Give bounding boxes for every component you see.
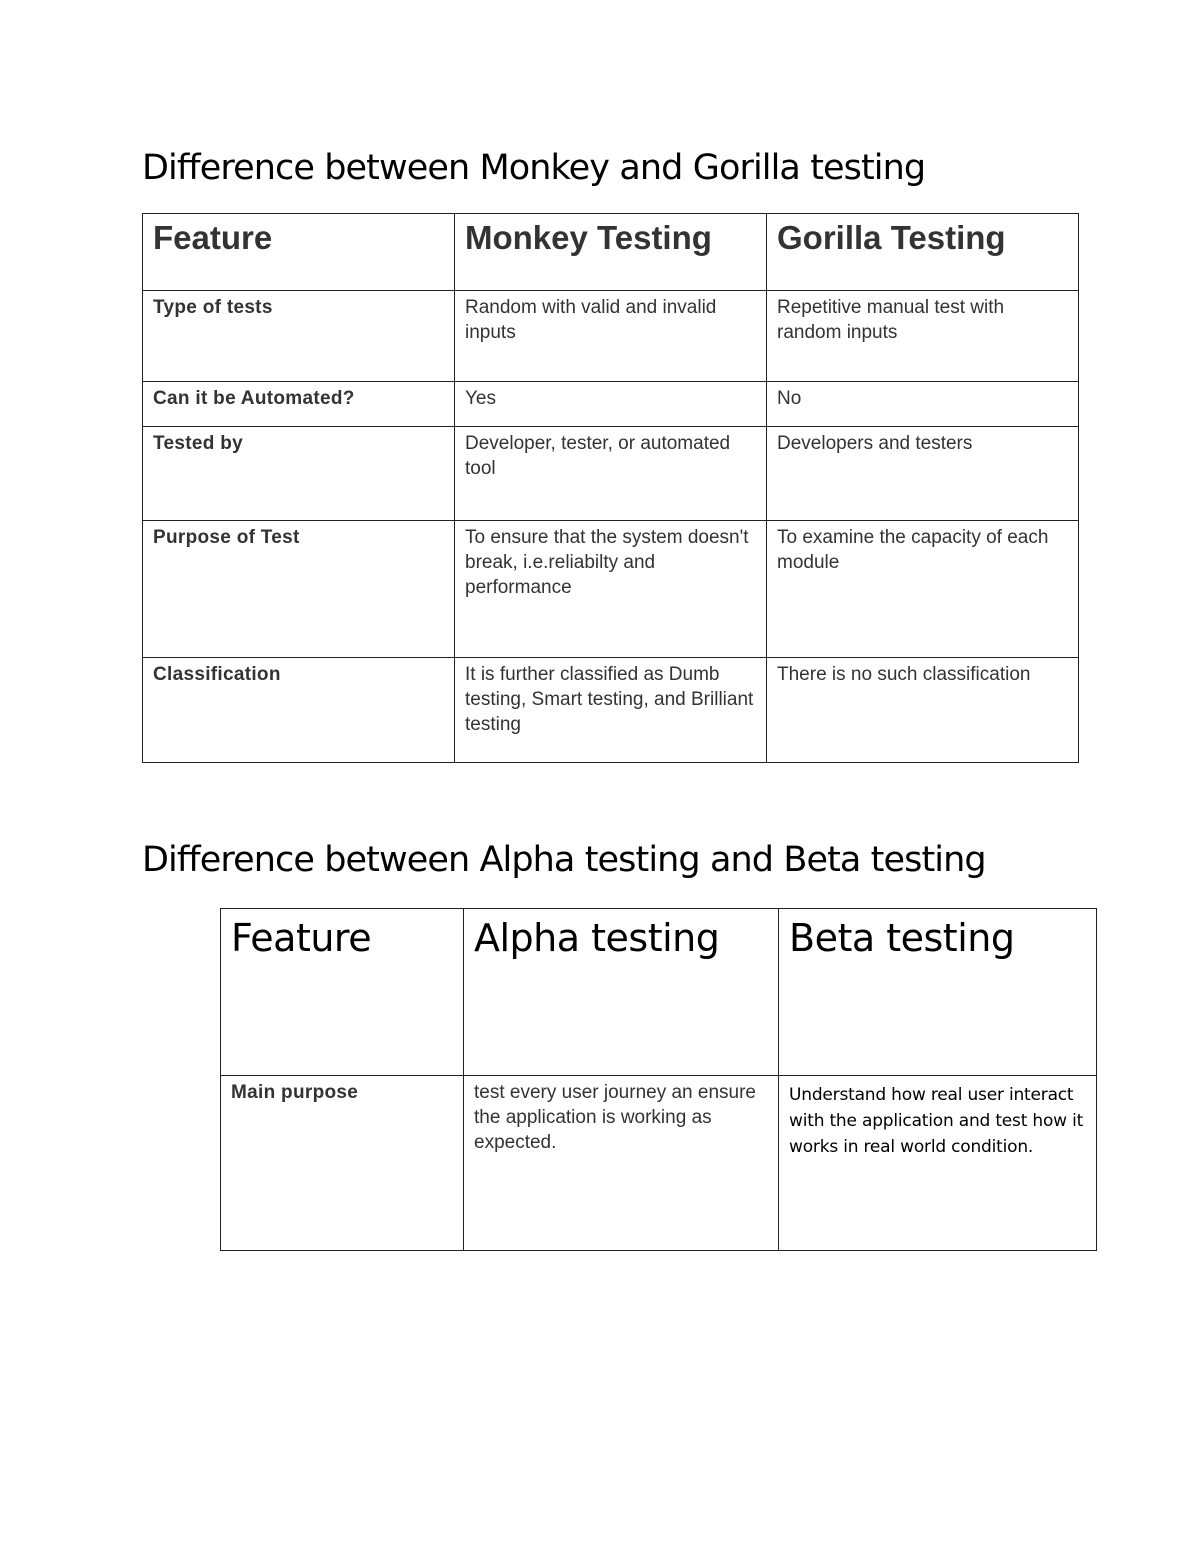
- alpha-beta-table: [220, 908, 1097, 1251]
- column-header-alpha-testing: Alpha testing: [464, 909, 779, 1076]
- table-row: [143, 658, 1079, 763]
- alpha-beta-heading: Difference between Alpha testing and Beta testing: [142, 840, 986, 880]
- gorilla-cell: To examine the capacity of each module: [767, 521, 1079, 658]
- alpha-cell: test every user journey an ensure the application is working as expected.: [464, 1076, 779, 1251]
- monkey-cell: It is further classified as Dumb testing, Smart testing, and Brilliant testing: [455, 658, 767, 763]
- row-label: Can it be Automated?: [143, 382, 455, 427]
- table-row: [143, 427, 1079, 521]
- table-row: [143, 291, 1079, 382]
- monkey-cell: To ensure that the system doesn't break, i.e.reliabilty and performance: [455, 521, 767, 658]
- column-header-monkey-testing: Monkey Testing: [455, 214, 767, 291]
- gorilla-cell: There is no such classification: [767, 658, 1079, 763]
- gorilla-cell: Developers and testers: [767, 427, 1079, 521]
- row-label: Main purpose: [221, 1076, 464, 1251]
- row-label: Type of tests: [143, 291, 455, 382]
- table-row: [221, 1076, 1097, 1251]
- monkey-cell: Yes: [455, 382, 767, 427]
- column-header-feature: Feature: [221, 909, 464, 1076]
- monkey-cell: Random with valid and invalid inputs: [455, 291, 767, 382]
- monkey-gorilla-heading: Difference between Monkey and Gorilla testing: [142, 148, 926, 188]
- beta-cell: Understand how real user interact with the application and test how it works in real world condition.: [779, 1076, 1097, 1251]
- gorilla-cell: Repetitive manual test with random inputs: [767, 291, 1079, 382]
- column-header-feature: Feature: [143, 214, 455, 291]
- row-label: Tested by: [143, 427, 455, 521]
- monkey-gorilla-table: [142, 213, 1079, 763]
- row-label: Classification: [143, 658, 455, 763]
- table-header-row: [221, 909, 1097, 1076]
- table-row: [143, 521, 1079, 658]
- table-header-row: [143, 214, 1079, 291]
- column-header-gorilla-testing: Gorilla Testing: [767, 214, 1079, 291]
- monkey-cell: Developer, tester, or automated tool: [455, 427, 767, 521]
- row-label: Purpose of Test: [143, 521, 455, 658]
- gorilla-cell: No: [767, 382, 1079, 427]
- table-row: [143, 382, 1079, 427]
- column-header-beta-testing: Beta testing: [779, 909, 1097, 1076]
